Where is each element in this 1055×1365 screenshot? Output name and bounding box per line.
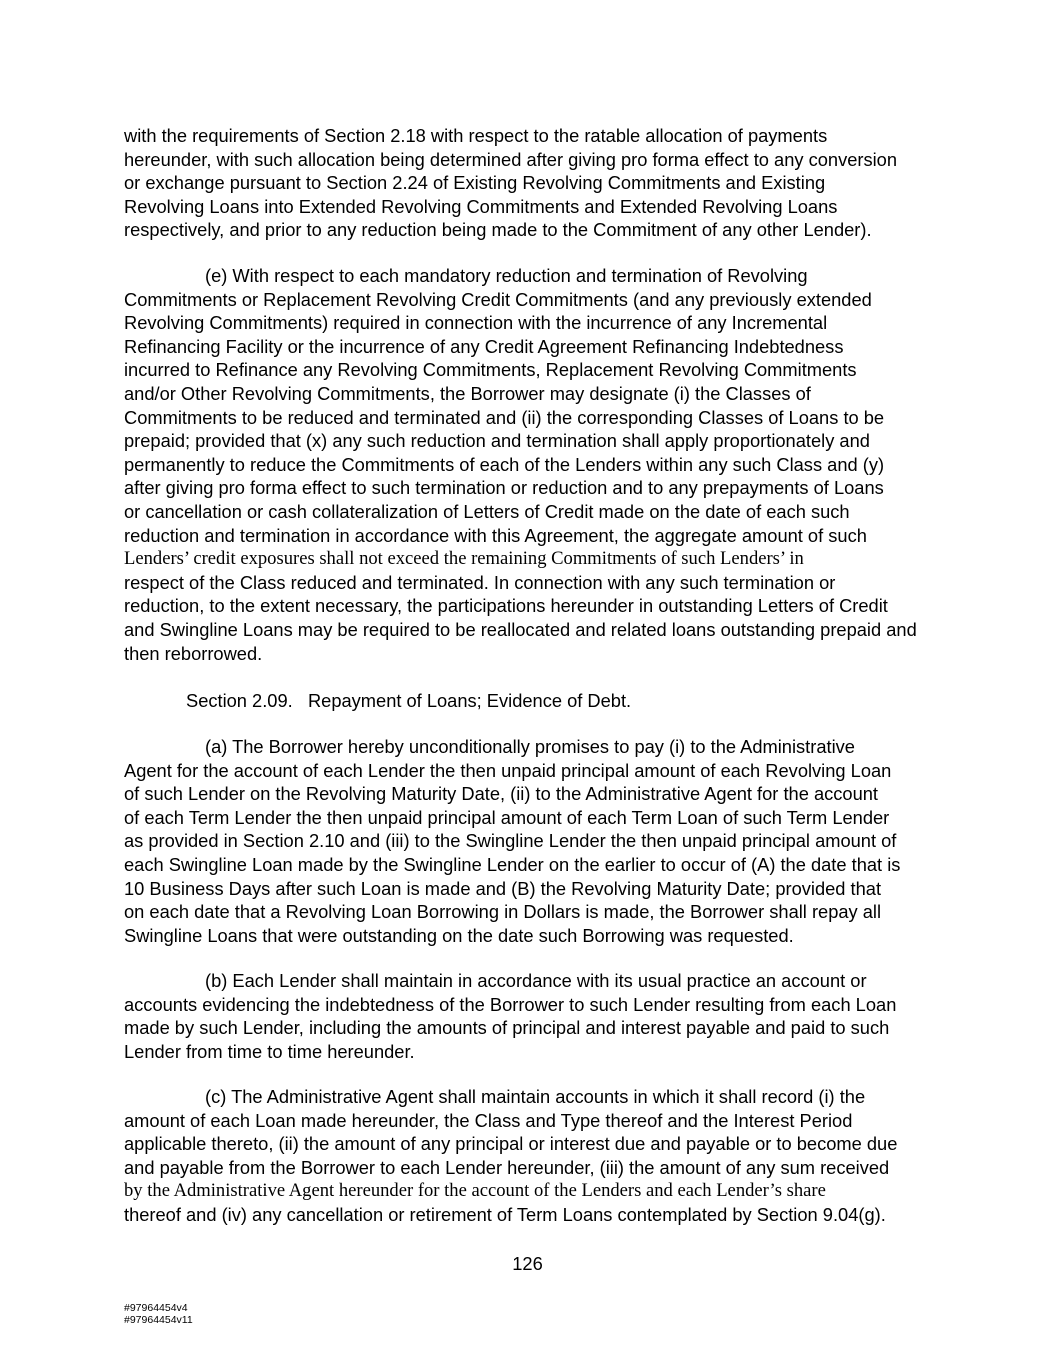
paragraph-continuation [124,124,936,242]
text-line: with the requirements of Section 2.18 with respect to the ratable allocation of payments [124,125,828,146]
text-line: Refinancing Facility or the incurrence of any Credit Agreement Refinancing Indebtedness [124,335,844,357]
text-line: and payable from the Borrower to each Lender hereunder, (iii) the amount of any sum received [124,1156,890,1178]
text-line: accounts evidencing the indebtedness of the Borrower to such Lender resulting from each Loan [124,993,897,1015]
text-line: (a) The Borrower hereby unconditionally promises to pay (i) to the Administrative [205,736,855,757]
paragraph-b [124,969,936,1063]
text-line: made by such Lender, including the amounts of principal and interest payable and paid to such [124,1017,890,1039]
text-line: and/or Other Revolving Commitments, the Borrower may designate (i) the Classes of [124,382,811,404]
text-line: respectively, and prior to any reduction being made to the Commitment of any other Lender). [124,219,872,241]
text-line: hereunder, with such allocation being determined after giving pro forma effect to any conversion [124,148,898,170]
text-line: (e) With respect to each mandatory reduction and termination of Revolving [205,265,808,286]
text-line: incurred to Refinance any Revolving Commitments, Replacement Revolving Commitments [124,359,857,381]
page-number: 126 [512,1253,543,1274]
text-line: of such Lender on the Revolving Maturity Date, (ii) to the Administrative Agent for the account [124,783,878,805]
document-id: #97964454v4 [124,1302,188,1314]
paragraph-c [124,1085,936,1227]
text-line: reduction and termination in accordance with this Agreement, the aggregate amount of such [124,524,867,546]
text-line: amount of each Loan made hereunder, the Class and Type thereof and the Interest Period [124,1109,853,1131]
text-line: Swingline Loans that were outstanding on the date such Borrowing was requested. [124,924,794,946]
text-line: Revolving Loans into Extended Revolving Commitments and Extended Revolving Loans [124,195,838,217]
text-line: Commitments to be reduced and terminated and (ii) the corresponding Classes of Loans to be [124,406,885,428]
text-line: permanently to reduce the Commitments of each of the Lenders within any such Class and (y) [124,453,885,475]
paragraph-a [124,735,936,947]
text-line: as provided in Section 2.10 and (iii) to the Swingline Lender the then unpaid principal amount of [124,830,897,852]
text-line: of each Term Lender the then unpaid principal amount of each Term Loan of such Term Lender [124,806,890,828]
text-line: applicable thereto, (ii) the amount of any principal or interest due and payable or to become due [124,1133,898,1155]
text-line: and Swingline Loans may be required to be reallocated and related loans outstanding prepaid and [124,618,917,640]
text-line: Commitments or Replacement Revolving Credit Commitments (and any previously extended [124,288,872,310]
text-line: Lenders’ credit exposures shall not exceed the remaining Commitments of such Lenders’ in [124,548,804,570]
section-heading: Section 2.09. Repayment of Loans; Evidence of Debt. [186,690,632,711]
text-line: (b) Each Lender shall maintain in accordance with its usual practice an account or [205,970,867,991]
text-line: or exchange pursuant to Section 2.24 of Existing Revolving Commitments and Existing [124,172,826,194]
text-line: 10 Business Days after such Loan is made and (B) the Revolving Maturity Date; provided that [124,877,882,899]
text-line: each Swingline Loan made by the Swingline Lender on the earlier to occur of (A) the date that is [124,853,901,875]
text-line: Agent for the account of each Lender the then unpaid principal amount of each Revolving Loan [124,759,892,781]
text-line: reduction, to the extent necessary, the participations hereunder in outstanding Letters of Credit [124,595,888,617]
text-line: by the Administrative Agent hereunder for the account of the Lenders and each Lender’s share [124,1180,826,1202]
text-line: then reborrowed. [124,642,263,664]
paragraph-e [124,264,936,665]
document-id-footer [124,1302,193,1326]
text-line: or cancellation or cash collateralization of Letters of Credit made on the date of each such [124,500,850,522]
text-line: after giving pro forma effect to such termination or reduction and to any prepayments of Loans [124,477,884,499]
text-line: prepaid; provided that (x) any such reduction and termination shall apply proportionately and [124,430,870,452]
text-line: on each date that a Revolving Loan Borrowing in Dollars is made, the Borrower shall repay all [124,901,882,923]
text-line: thereof and (iv) any cancellation or retirement of Term Loans contemplated by Section 9.04(g). [124,1203,886,1225]
document-id: #97964454v11 [124,1314,193,1326]
text-line: (c) The Administrative Agent shall maintain accounts in which it shall record (i) the [205,1086,866,1107]
text-line: respect of the Class reduced and terminated. In connection with any such termination or [124,571,836,593]
text-line: Lender from time to time hereunder. [124,1040,415,1062]
text-line: Revolving Commitments) required in connection with the incurrence of any Incremental [124,312,828,334]
